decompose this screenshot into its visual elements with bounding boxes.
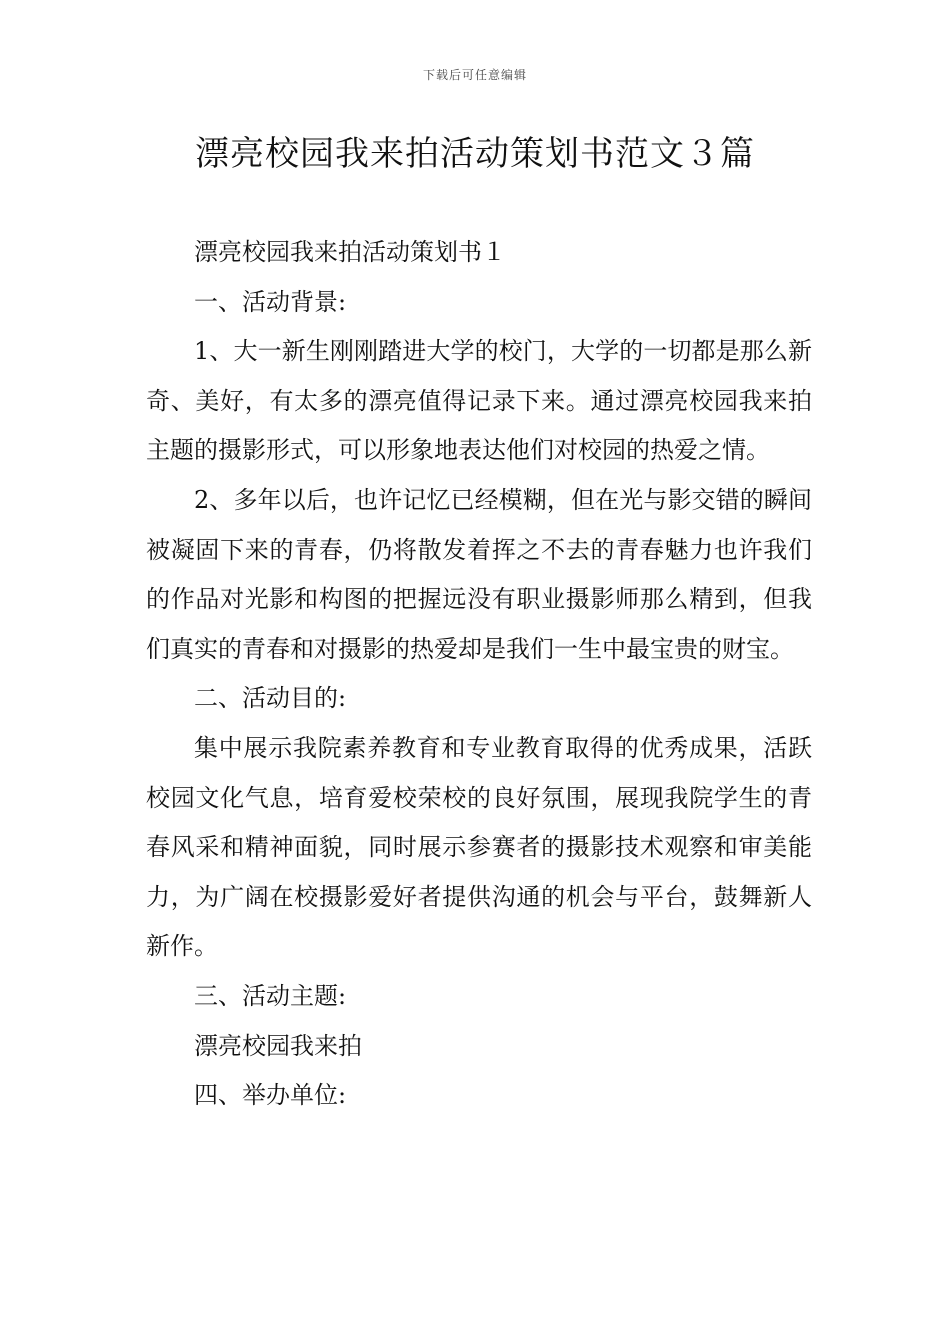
section-heading-organizer: 四、举办单位: [194, 1081, 347, 1110]
subtitle-paragraph: 漂亮校园我来拍活动策划书１ [194, 238, 506, 266]
section-heading-theme: 三、活动主题: [194, 981, 347, 1010]
section-heading-purpose: 二、活动目的: [194, 684, 347, 713]
paragraph-purpose: 集中展示我院素养教育和专业教育取得的优秀成果，活跃校园文化气息，培育爱校荣校的良好氛围，展现我院学生的青春风采和精神面貌，同时展示参赛者的摄影技术观察和审美能力，为广阔在校摄影爱好者提供沟通的机会与平台，鼓舞新人新作。 [146, 733, 812, 961]
section-heading-background: 一、活动背景: [194, 287, 347, 316]
paragraph-background-1: 1、大一新生刚刚踏进大学的校门，大学的一切都是那么新奇、美好，有太多的漂亮值得记录下来。通过漂亮校园我来拍主题的摄影形式，可以形象地表达他们对校园的热爱之情。 [146, 337, 812, 465]
paragraph-background-2: 2、多年以后，也许记忆已经模糊，但在光与影交错的瞬间被凝固下来的青春，仍将散发着挥之不去的青春魅力也许我们的作品对光影和构图的把握远没有职业摄影师那么精到，但我们真实的青春和对摄影的热爱却是我们一生中最宝贵的财宝。 [146, 485, 812, 663]
document-body [146, 228, 812, 1121]
document-title: 漂亮校园我来拍活动策划书范文３篇 [195, 134, 755, 174]
header-note: 下载后可任意编辑 [422, 68, 527, 82]
paragraph-theme: 漂亮校园我来拍 [194, 1031, 362, 1060]
